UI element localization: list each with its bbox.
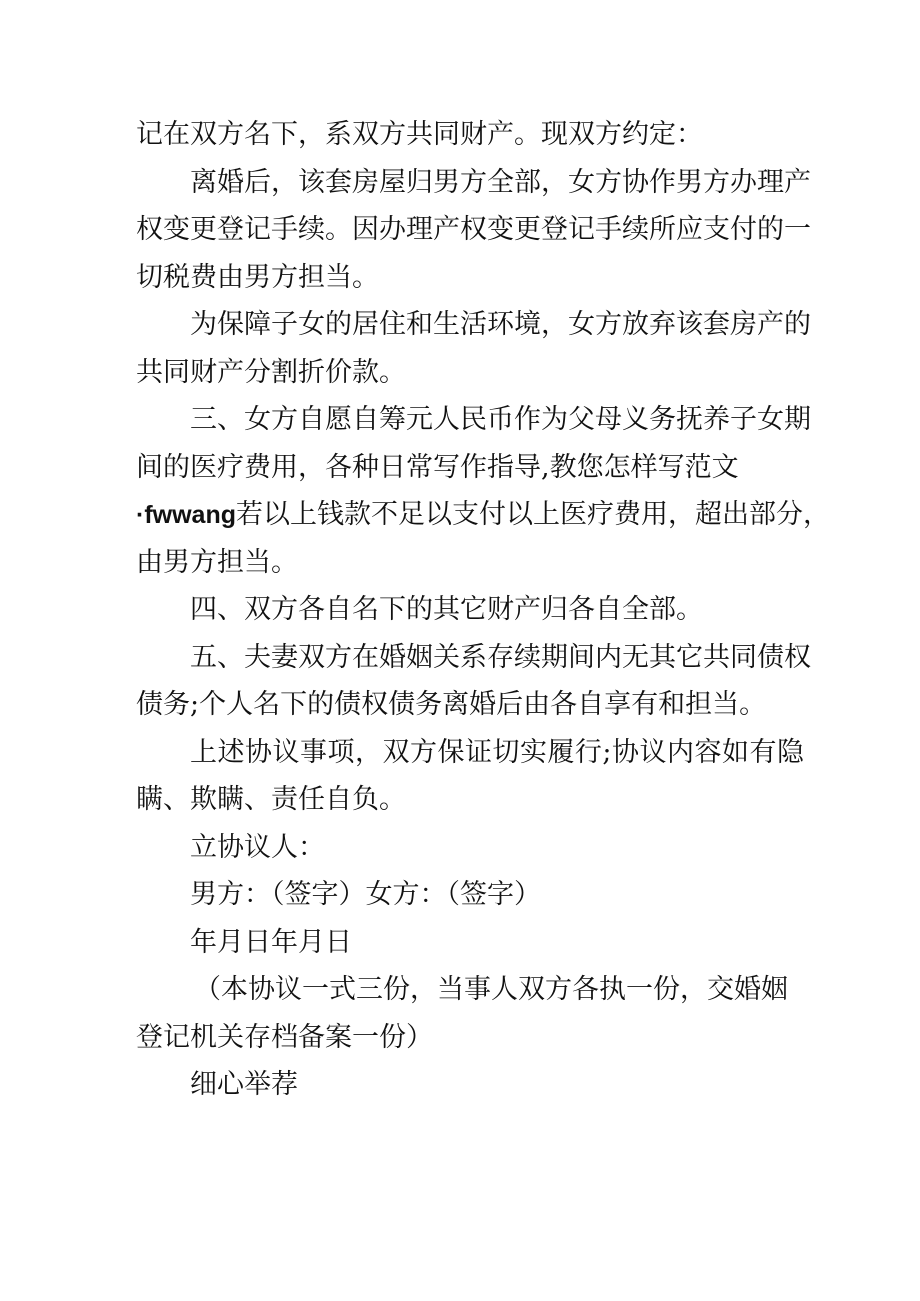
text-line: 瞒、欺瞒、责任自负。 [136, 784, 406, 815]
text-line: 共同财产分割折价款。 [136, 356, 406, 388]
text-line: 四、双方各自名下的其它财产归各自全部。 [190, 594, 703, 625]
text-line: 债务;个人名下的债权债务离婚后由各自享有和担当。 [136, 689, 767, 720]
text-line: 五、夫妻双方在婚姻关系存续期间内无其它共同债权 [190, 641, 811, 673]
text-line: 记在双方名下，系双方共同财产。现双方约定： [136, 119, 703, 150]
text-line: 权变更登记手续。因办理产权变更登记手续所应支付的一 [136, 214, 811, 245]
text-line: 由男方担当。 [136, 546, 298, 578]
text-line: 切税费由男方担当。 [136, 261, 379, 293]
text-line: 年月日年月日 [190, 926, 352, 958]
text-line: 细心举荐 [190, 1069, 298, 1100]
text-line: 离婚后，该套房屋归男方全部，女方协作男方办理产 [190, 166, 811, 198]
text-line: 间的医疗费用，各种日常写作指导,教您怎样写范文 [136, 451, 739, 483]
document-body [136, 111, 830, 1109]
text-line: 上述协议事项，双方保证切实履行;协议内容如有隐 [190, 736, 804, 768]
text-line: 立协议人： [190, 831, 325, 863]
text-line: 登记机关存档备案一份） [136, 1021, 433, 1053]
text-line: 三、女方自愿自筹元人民币作为父母义务抚养子女期 [190, 404, 811, 435]
text-line-rest: 若以上钱款不足以支付以上医疗费用，超出部分， [236, 499, 830, 530]
text-line: （本协议一式三份，当事人双方各执一份，交婚姻 [194, 974, 788, 1005]
bold-inline-text: ·fwwang [136, 501, 236, 529]
text-line-with-link-text [136, 491, 830, 539]
text-line: 为保障子女的居住和生活环境，女方放弃该套房产的 [190, 309, 811, 340]
text-line: 男方：（签字）女方：（签字） [190, 879, 541, 910]
